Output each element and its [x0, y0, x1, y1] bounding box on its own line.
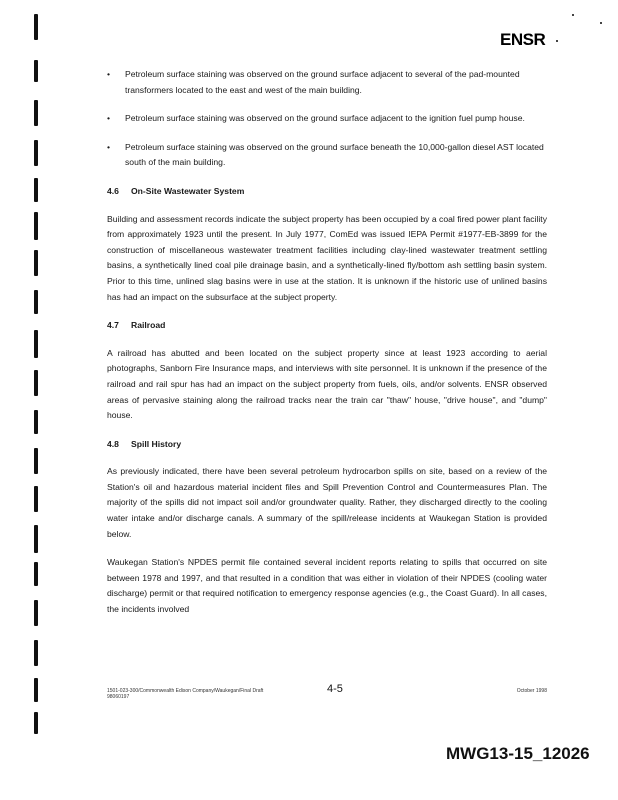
section-heading-4-8 [107, 437, 547, 453]
paragraph: A railroad has abutted and been located on the subject property since at least 1923 according to aerial photographs, Sanborn Fire Insurance maps, and interviews with site personnel. It is unknown if the presence of the railroad and rail spur has had an impact on the subject property from fuels, oils, and/or solvents. ENSR observed areas of pervasive staining along the railroad tracks near the train car "thaw" house, "drive house", and "dump" house. [107, 347, 547, 421]
binder-mark [34, 410, 38, 434]
binder-mark [34, 330, 38, 358]
binder-mark [34, 178, 38, 202]
bullet-dot-icon: • [107, 69, 111, 79]
binder-mark [34, 370, 38, 396]
paragraph: As previously indicated, there have been several petroleum hydrocarbon spills on site, based on a review of the Station's oil and hazardous material incident files and Spill Prevention Control and Countermeasures Plan. The majority of the spills did not impact soil and/or groundwater quality. Rather, they discharged directly to the cooling water intake and/or discharge canals. A summary of the spill/release incidents at Waukegan Station is provided below. [107, 466, 547, 539]
footer-file-reference [107, 688, 307, 700]
binder-mark [34, 290, 38, 314]
paragraph: Waukegan Station's NPDES permit file contained several incident reports relating to spills that occurred on site between 1978 and 1997, and that resulted in a condition that was either in violation of their NPDES (cooling water discharge) permit or that required notification to emergency response agencies (e.g., the Coast Guard). In all cases, the incidents involved [107, 557, 547, 615]
ensr-logo: ENSR [500, 30, 546, 49]
footer-path: 1501-023-300/Commonwealth Edison Company/Waukegan/Final Draft [107, 688, 264, 694]
section-title: Spill History [131, 438, 182, 449]
binder-mark [34, 250, 38, 276]
section-title: Railroad [131, 320, 166, 331]
document-body [107, 67, 547, 631]
bullet-dot-icon: • [107, 141, 111, 152]
binder-mark [34, 60, 38, 82]
binder-mark [34, 600, 38, 626]
section-title: On-Site Wastewater System [131, 185, 245, 196]
binder-mark [34, 525, 38, 553]
page-number: 4-5 [327, 683, 343, 695]
bullet-text: Petroleum surface staining was observed on the ground surface beneath the 10,000-gallon diesel AST located south of the main building. [125, 141, 544, 168]
bullet-text: Petroleum surface staining was observed on the ground surface adjacent to the ignition fuel pump house. [125, 113, 525, 124]
bates-stamp: MWG13-15_12026 [446, 744, 590, 763]
scan-speck [600, 22, 602, 24]
section-heading-4-6 [107, 184, 547, 200]
binder-mark [34, 486, 38, 512]
section-heading-4-7 [107, 318, 547, 334]
scan-speck [572, 14, 574, 16]
binder-mark [34, 212, 38, 240]
binder-mark [34, 100, 38, 126]
bullet-item [107, 67, 547, 98]
binder-mark [34, 14, 38, 40]
binder-mark [34, 448, 38, 474]
bullet-dot-icon: • [107, 113, 111, 124]
scan-speck [556, 40, 558, 42]
section-number: 4.6 [107, 185, 119, 196]
section-number: 4.8 [107, 438, 119, 449]
binder-mark [34, 640, 38, 666]
binder-mark [34, 562, 38, 586]
footer-doc-number: 98060197 [107, 694, 130, 700]
footer-date: October 1998 [516, 688, 547, 694]
binder-mark [34, 712, 38, 734]
bullet-text: Petroleum surface staining was observed on the ground surface adjacent to several of the pad-mounted transformers located to the east and west of the main building. [125, 69, 520, 95]
binder-mark [34, 678, 38, 702]
bullet-item [107, 111, 547, 127]
binder-mark [34, 140, 38, 166]
paragraph: Building and assessment records indicate the subject property has been occupied by a coal fired power plant facility from approximately 1923 until the present. In July 1977, ComEd was issued IEPA Permit #1977-EB-3899 for the construction of miscellaneous wastewater treatment facilities including clay-lined wastewater treatment settling basins, a synthetically lined coal pile drainage basin, and a synthetically-lined fly/bottom ash settling basin system. Prior to this time, unlined slag basins were in use at the station. It is unknown if the historic use of unlined basins has had an impact on the subsurface at the subject property. [107, 213, 547, 302]
section-number: 4.7 [107, 320, 119, 331]
bullet-item [107, 140, 547, 171]
